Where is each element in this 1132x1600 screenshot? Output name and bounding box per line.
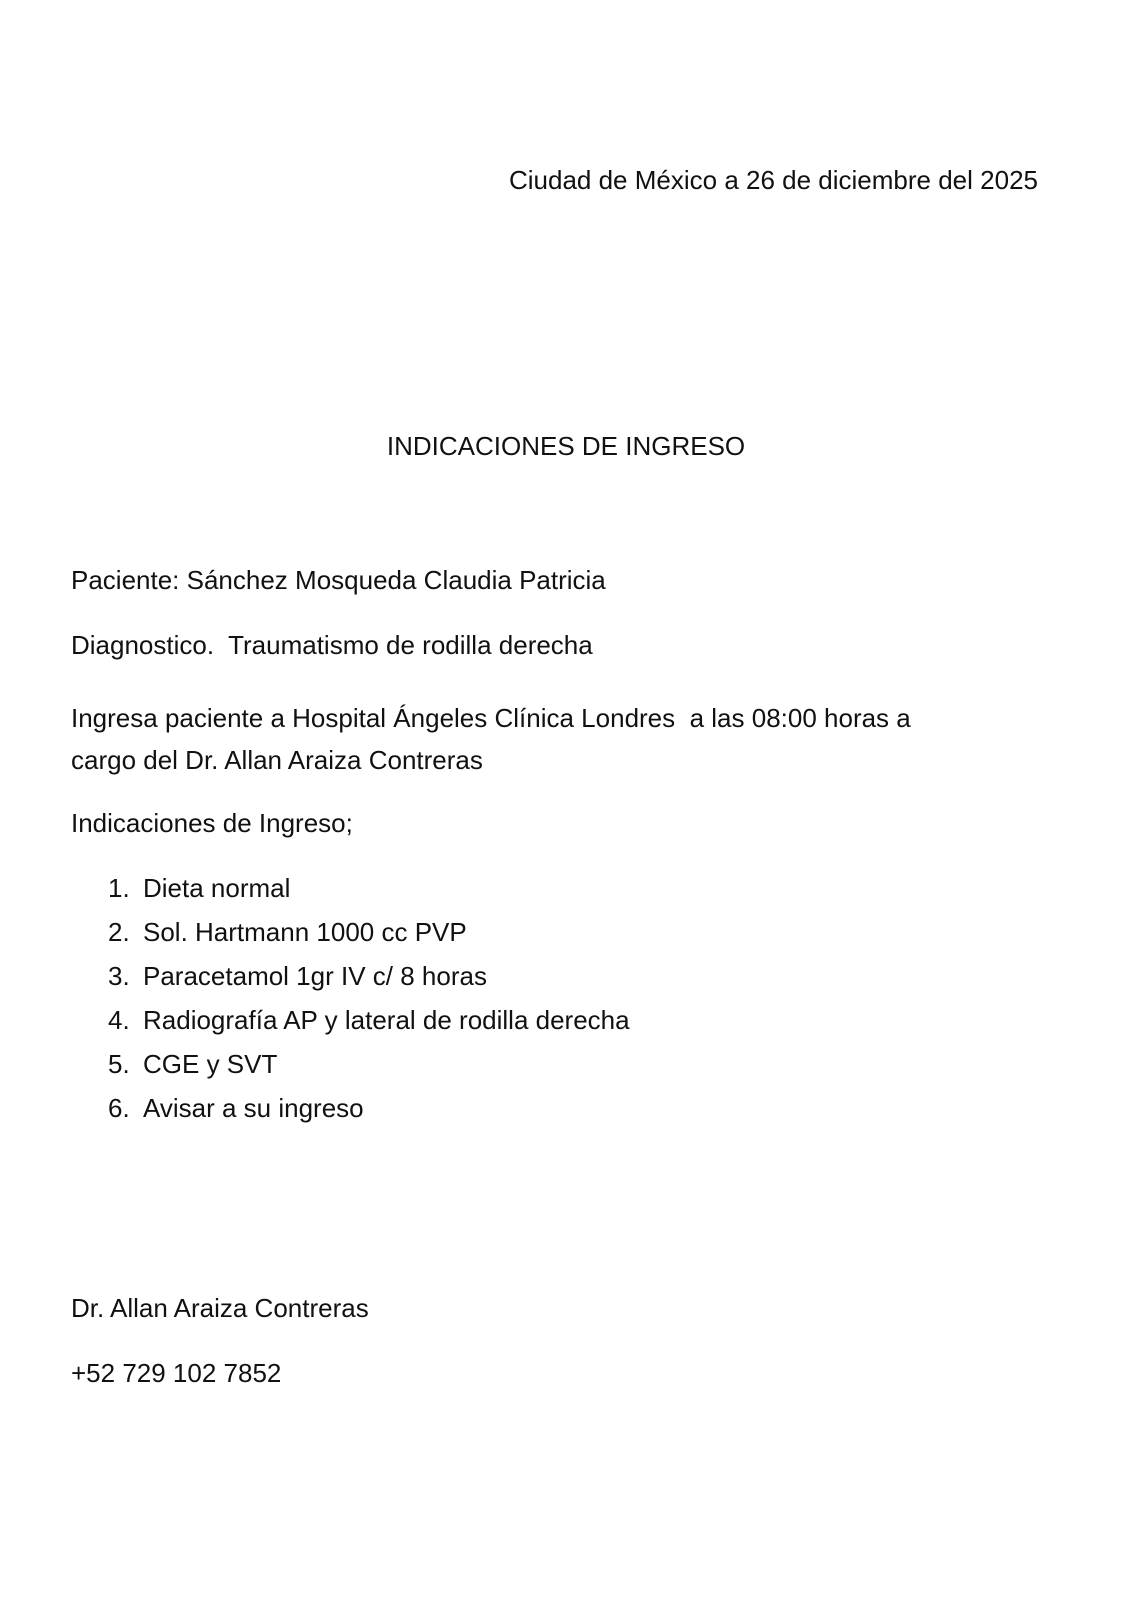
doctor-phone: +52 729 102 7852 — [71, 1358, 282, 1388]
order-text: CGE y SVT — [143, 1049, 278, 1079]
order-item — [108, 1091, 630, 1135]
doctor-name: Dr. Allan Araiza Contreras — [71, 1293, 369, 1323]
diagnosis-line — [71, 628, 593, 662]
order-item — [108, 915, 630, 959]
order-number: 5. — [108, 1049, 130, 1079]
order-number: 3. — [108, 961, 130, 991]
order-item — [108, 1047, 630, 1091]
order-item — [108, 959, 630, 1003]
admission-paragraph — [71, 697, 1011, 781]
order-number: 1. — [108, 873, 130, 903]
admission-line-1: Ingresa paciente a Hospital Ángeles Clínica Londres a las 08:00 horas a — [71, 703, 911, 733]
order-item — [108, 871, 630, 915]
patient-line: Paciente: Sánchez Mosqueda Claudia Patricia — [71, 565, 606, 595]
date-line: Ciudad de México a 26 de diciembre del 2025 — [508, 165, 1038, 195]
orders-list — [108, 871, 630, 1135]
diagnosis-label: Diagnostico. — [71, 630, 215, 660]
diagnosis-value: Traumatismo de rodilla derecha — [228, 630, 593, 660]
order-text: Radiografía AP y lateral de rodilla derecha — [143, 1005, 630, 1035]
indications-title: Indicaciones de Ingreso; — [71, 808, 353, 838]
order-number: 4. — [108, 1005, 130, 1035]
order-text: Paracetamol 1gr IV c/ 8 horas — [143, 961, 487, 991]
order-item — [108, 1003, 630, 1047]
order-text: Avisar a su ingreso — [143, 1093, 364, 1123]
order-number: 2. — [108, 917, 130, 947]
document-title: INDICACIONES DE INGRESO — [386, 431, 746, 461]
order-number: 6. — [108, 1093, 130, 1123]
order-text: Sol. Hartmann 1000 cc PVP — [143, 917, 467, 947]
order-text: Dieta normal — [143, 873, 291, 903]
admission-line-2: cargo del Dr. Allan Araiza Contreras — [71, 745, 483, 775]
